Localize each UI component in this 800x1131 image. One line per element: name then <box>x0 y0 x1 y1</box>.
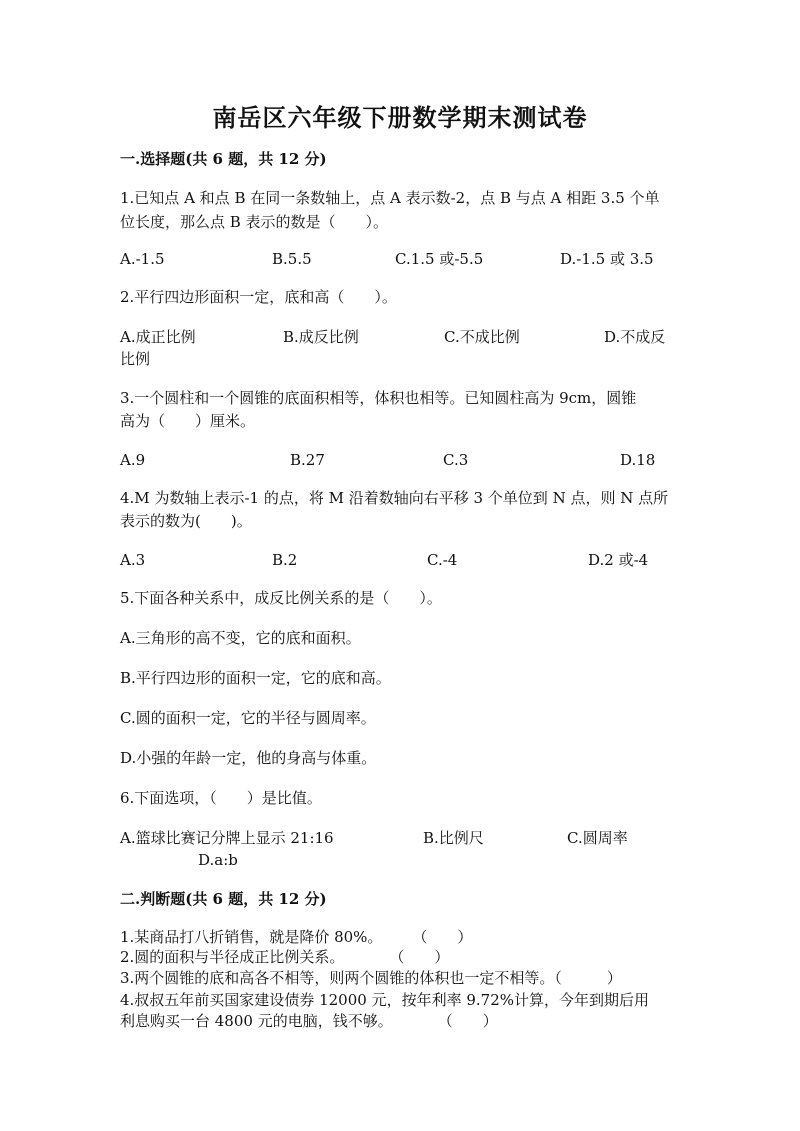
question-1-line-2: 位长度，那么点 B 表示的数是（ ）。 <box>120 213 389 231</box>
question-5-option-a: A.三角形的高不变，它的底和面积。 <box>120 629 361 647</box>
section-heading-choice: 一.选择题(共 6 题，共 12 分) <box>120 150 327 168</box>
question-2-line-1: 2.平行四边形面积一定，底和高（ ）。 <box>120 288 397 306</box>
question-6-line-1: 6.下面选项，（ ）是比值。 <box>120 789 322 807</box>
question-5-option-c: C.圆的面积一定，它的半径与圆周率。 <box>120 709 376 727</box>
question-6-option-b: B.比例尺 <box>423 829 484 847</box>
question-2-option-d-cont: 比例 <box>120 350 151 368</box>
question-2-option-a: A.成正比例 <box>120 328 196 346</box>
question-1-option-c: C.1.5 或-5.5 <box>395 250 484 268</box>
question-3-line-1: 3.一个圆柱和一个圆锥的底面积相等，体积也相等。已知圆柱高为 9cm，圆锥 <box>120 389 637 407</box>
question-4-option-d: D.2 或-4 <box>588 551 649 569</box>
question-2-option-c: C.不成比例 <box>444 328 520 346</box>
question-1-option-b: B.5.5 <box>272 250 312 268</box>
judgment-item-3: 3.两个圆锥的底和高各不相等，则两个圆锥的体积也一定不相等。（ ） <box>120 969 622 987</box>
question-5-line-1: 5.下面各种关系中，成反比例关系的是（ ）。 <box>120 589 442 607</box>
judgment-item-1: 1.某商品打八折销售，就是降价 80%。 （ ） <box>120 928 473 946</box>
question-4-option-c: C.-4 <box>427 551 458 569</box>
page-title: 南岳区六年级下册数学期末测试卷 <box>212 103 588 132</box>
question-1-line-1: 1.已知点 A 和点 B 在同一条数轴上，点 A 表示数-2，点 B 与点 A 相距 3.5 个单 <box>120 189 660 207</box>
judgment-item-4: 4.叔叔五年前买国家建设债券 12000 元，按年利率 9.72%计算，今年到期后用 <box>120 991 649 1009</box>
question-6-option-d: D.a:b <box>198 851 238 869</box>
question-6-option-c: C.圆周率 <box>567 829 628 847</box>
question-4-line-2: 表示的数为( )。 <box>120 512 252 530</box>
question-1-option-d: D.-1.5 或 3.5 <box>560 250 654 268</box>
question-5-option-d: D.小强的年龄一定，他的身高与体重。 <box>120 749 377 767</box>
judgment-item-4-cont: 利息购买一台 4800 元的电脑，钱不够。 （ ） <box>120 1012 498 1030</box>
question-4-line-1: 4.M 为数轴上表示-1 的点，将 M 沿着数轴向右平移 3 个单位到 N 点，则 N 点所 <box>120 489 669 507</box>
question-3-option-c: C.3 <box>443 451 469 469</box>
question-1-option-a: A.-1.5 <box>120 250 165 268</box>
question-4-option-b: B.2 <box>272 551 298 569</box>
question-2-option-b: B.成反比例 <box>283 328 359 346</box>
question-4-option-a: A.3 <box>120 551 146 569</box>
question-3-line-2: 高为（ ）厘米。 <box>120 412 256 430</box>
question-3-option-b: B.27 <box>290 451 325 469</box>
question-6-option-a: A.篮球比赛记分牌上显示 21:16 <box>120 829 334 847</box>
judgment-item-2: 2.圆的面积与半径成正比例关系。 （ ） <box>120 948 450 966</box>
section-heading-judgment: 二.判断题(共 6 题，共 12 分) <box>120 890 327 908</box>
question-2-option-d: D.不成反 <box>604 328 666 346</box>
question-3-option-a: A.9 <box>120 451 146 469</box>
question-3-option-d: D.18 <box>620 451 656 469</box>
question-5-option-b: B.平行四边形的面积一定，它的底和高。 <box>120 669 391 687</box>
